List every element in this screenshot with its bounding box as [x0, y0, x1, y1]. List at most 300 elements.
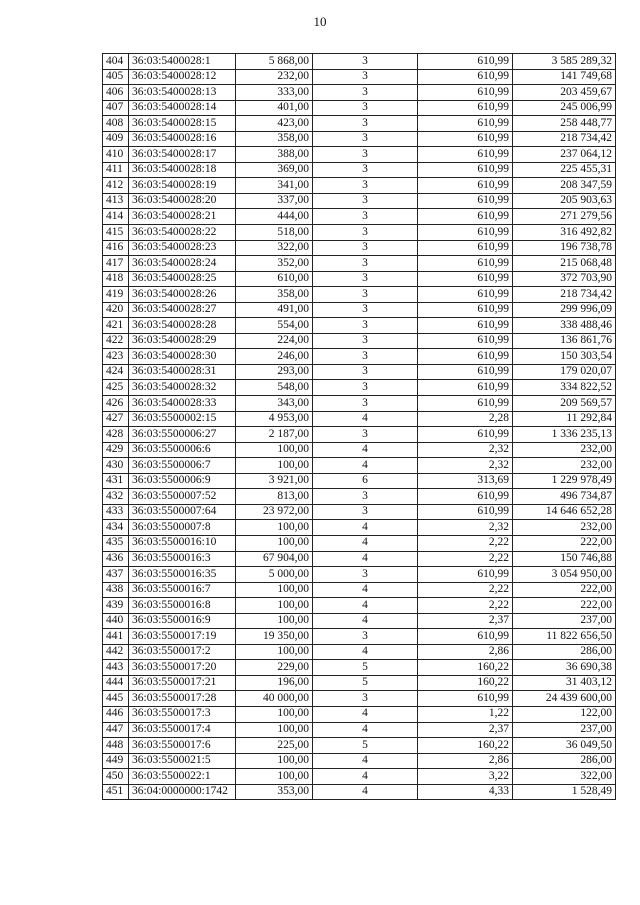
cadastral-number-cell: 36:03:5400028:19 — [129, 178, 236, 194]
class-cell: 4 — [313, 753, 418, 769]
class-cell: 4 — [313, 598, 418, 614]
table-row — [103, 256, 616, 272]
rate-cell: 2,22 — [418, 551, 513, 567]
cadastral-value-cell: 1 229 978,49 — [513, 473, 616, 489]
rate-cell: 2,22 — [418, 598, 513, 614]
row-number-cell: 436 — [103, 551, 129, 567]
cadastral-number-cell: 36:03:5500022:1 — [129, 769, 236, 785]
cadastral-number-cell: 36:03:5500017:28 — [129, 691, 236, 707]
row-number-cell: 439 — [103, 598, 129, 614]
class-cell: 3 — [313, 364, 418, 380]
row-number-cell: 420 — [103, 302, 129, 318]
row-number-cell: 441 — [103, 629, 129, 645]
class-cell: 4 — [313, 551, 418, 567]
area-cell: 229,00 — [236, 660, 313, 676]
rate-cell: 610,99 — [418, 256, 513, 272]
rate-cell: 610,99 — [418, 318, 513, 334]
cadastral-number-cell: 36:03:5500016:9 — [129, 613, 236, 629]
cadastral-number-cell: 36:03:5400028:24 — [129, 256, 236, 272]
area-cell: 67 904,00 — [236, 551, 313, 567]
area-cell: 388,00 — [236, 147, 313, 163]
row-number-cell: 419 — [103, 287, 129, 303]
table-row — [103, 644, 616, 660]
cadastral-value-cell: 258 448,77 — [513, 116, 616, 132]
area-cell: 100,00 — [236, 769, 313, 785]
rate-cell: 3,22 — [418, 769, 513, 785]
table-row — [103, 364, 616, 380]
area-cell: 5 000,00 — [236, 567, 313, 583]
area-cell: 2 187,00 — [236, 427, 313, 443]
area-cell: 813,00 — [236, 489, 313, 505]
cadastral-number-cell: 36:03:5500017:2 — [129, 644, 236, 660]
table-row — [103, 396, 616, 412]
area-cell: 40 000,00 — [236, 691, 313, 707]
table-body — [103, 54, 616, 800]
row-number-cell: 417 — [103, 256, 129, 272]
cadastral-number-cell: 36:03:5500017:20 — [129, 660, 236, 676]
cadastral-value-cell: 203 459,67 — [513, 85, 616, 101]
cadastral-value-cell: 237,00 — [513, 613, 616, 629]
row-number-cell: 446 — [103, 706, 129, 722]
table-row — [103, 784, 616, 800]
row-number-cell: 408 — [103, 116, 129, 132]
table-row — [103, 54, 616, 70]
area-cell: 23 972,00 — [236, 504, 313, 520]
row-number-cell: 450 — [103, 769, 129, 785]
rate-cell: 2,32 — [418, 520, 513, 536]
rate-cell: 610,99 — [418, 427, 513, 443]
row-number-cell: 431 — [103, 473, 129, 489]
row-number-cell: 433 — [103, 504, 129, 520]
cadastral-number-cell: 36:03:5400028:17 — [129, 147, 236, 163]
rate-cell: 2,37 — [418, 613, 513, 629]
cadastral-number-cell: 36:03:5400028:26 — [129, 287, 236, 303]
cadastral-number-cell: 36:03:5400028:31 — [129, 364, 236, 380]
class-cell: 3 — [313, 396, 418, 412]
cadastral-value-cell: 232,00 — [513, 520, 616, 536]
class-cell: 3 — [313, 302, 418, 318]
table-row — [103, 691, 616, 707]
rate-cell: 610,99 — [418, 302, 513, 318]
class-cell: 4 — [313, 442, 418, 458]
cadastral-value-cell: 14 646 652,28 — [513, 504, 616, 520]
area-cell: 610,00 — [236, 271, 313, 287]
cadastral-value-cell: 338 488,46 — [513, 318, 616, 334]
cadastral-number-cell: 36:03:5400028:30 — [129, 349, 236, 365]
row-number-cell: 415 — [103, 225, 129, 241]
area-cell: 5 868,00 — [236, 54, 313, 70]
row-number-cell: 405 — [103, 69, 129, 85]
cadastral-value-table — [102, 53, 616, 800]
class-cell: 3 — [313, 333, 418, 349]
cadastral-value-cell: 3 585 289,32 — [513, 54, 616, 70]
class-cell: 4 — [313, 520, 418, 536]
table-row — [103, 349, 616, 365]
table-row — [103, 287, 616, 303]
class-cell: 3 — [313, 318, 418, 334]
class-cell: 4 — [313, 706, 418, 722]
cadastral-value-cell: 237,00 — [513, 722, 616, 738]
class-cell: 3 — [313, 131, 418, 147]
class-cell: 3 — [313, 489, 418, 505]
row-number-cell: 416 — [103, 240, 129, 256]
row-number-cell: 414 — [103, 209, 129, 225]
row-number-cell: 412 — [103, 178, 129, 194]
rate-cell: 313,69 — [418, 473, 513, 489]
table-row — [103, 442, 616, 458]
cadastral-value-cell: 141 749,68 — [513, 69, 616, 85]
cadastral-value-cell: 232,00 — [513, 442, 616, 458]
area-cell: 4 953,00 — [236, 411, 313, 427]
table-row — [103, 489, 616, 505]
cadastral-number-cell: 36:03:5500007:64 — [129, 504, 236, 520]
table-row — [103, 318, 616, 334]
cadastral-value-cell: 222,00 — [513, 582, 616, 598]
cadastral-value-cell: 36 049,50 — [513, 738, 616, 754]
cadastral-value-cell: 299 996,09 — [513, 302, 616, 318]
cadastral-number-cell: 36:03:5500006:7 — [129, 458, 236, 474]
page-number: 10 — [313, 14, 327, 29]
class-cell: 4 — [313, 458, 418, 474]
cadastral-value-cell: 24 439 600,00 — [513, 691, 616, 707]
row-number-cell: 432 — [103, 489, 129, 505]
cadastral-number-cell: 36:03:5500016:35 — [129, 567, 236, 583]
row-number-cell: 421 — [103, 318, 129, 334]
class-cell: 3 — [313, 100, 418, 116]
row-number-cell: 409 — [103, 131, 129, 147]
cadastral-value-cell: 3 054 950,00 — [513, 567, 616, 583]
rate-cell: 2,86 — [418, 753, 513, 769]
table-row — [103, 504, 616, 520]
rate-cell: 2,32 — [418, 442, 513, 458]
class-cell: 4 — [313, 784, 418, 800]
area-cell: 353,00 — [236, 784, 313, 800]
cadastral-number-cell: 36:03:5400028:20 — [129, 193, 236, 209]
rate-cell: 610,99 — [418, 489, 513, 505]
class-cell: 5 — [313, 660, 418, 676]
cadastral-value-cell: 36 690,38 — [513, 660, 616, 676]
rate-cell: 2,32 — [418, 458, 513, 474]
area-cell: 358,00 — [236, 131, 313, 147]
cadastral-value-cell: 237 064,12 — [513, 147, 616, 163]
class-cell: 3 — [313, 629, 418, 645]
cadastral-number-cell: 36:03:5500016:3 — [129, 551, 236, 567]
rate-cell: 610,99 — [418, 100, 513, 116]
row-number-cell: 443 — [103, 660, 129, 676]
class-cell: 3 — [313, 193, 418, 209]
cadastral-number-cell: 36:03:5400028:21 — [129, 209, 236, 225]
area-cell: 3 921,00 — [236, 473, 313, 489]
cadastral-value-cell: 136 861,76 — [513, 333, 616, 349]
rate-cell: 2,86 — [418, 644, 513, 660]
class-cell: 5 — [313, 738, 418, 754]
cadastral-value-cell: 215 068,48 — [513, 256, 616, 272]
cadastral-number-cell: 36:03:5400028:29 — [129, 333, 236, 349]
class-cell: 3 — [313, 271, 418, 287]
table-row — [103, 411, 616, 427]
row-number-cell: 430 — [103, 458, 129, 474]
rate-cell: 1,22 — [418, 706, 513, 722]
rate-cell: 610,99 — [418, 209, 513, 225]
class-cell: 4 — [313, 644, 418, 660]
area-cell: 246,00 — [236, 349, 313, 365]
cadastral-value-cell: 150 303,54 — [513, 349, 616, 365]
class-cell: 3 — [313, 225, 418, 241]
cadastral-value-cell: 150 746,88 — [513, 551, 616, 567]
cadastral-value-cell: 218 734,42 — [513, 131, 616, 147]
table-row — [103, 193, 616, 209]
rate-cell: 610,99 — [418, 131, 513, 147]
table-row — [103, 427, 616, 443]
class-cell: 3 — [313, 380, 418, 396]
cadastral-number-cell: 36:03:5400028:25 — [129, 271, 236, 287]
table-row — [103, 675, 616, 691]
table-row — [103, 473, 616, 489]
row-number-cell: 406 — [103, 85, 129, 101]
table-row — [103, 520, 616, 536]
cadastral-value-cell: 232,00 — [513, 458, 616, 474]
cadastral-value-cell: 316 492,82 — [513, 225, 616, 241]
cadastral-number-cell: 36:03:5400028:16 — [129, 131, 236, 147]
table-row — [103, 131, 616, 147]
rate-cell: 610,99 — [418, 380, 513, 396]
area-cell: 100,00 — [236, 520, 313, 536]
class-cell: 3 — [313, 349, 418, 365]
area-cell: 100,00 — [236, 598, 313, 614]
cadastral-number-cell: 36:03:5500016:8 — [129, 598, 236, 614]
cadastral-number-cell: 36:03:5500016:7 — [129, 582, 236, 598]
class-cell: 3 — [313, 85, 418, 101]
cadastral-number-cell: 36:03:5400028:27 — [129, 302, 236, 318]
cadastral-value-cell: 122,00 — [513, 706, 616, 722]
cadastral-number-cell: 36:03:5400028:13 — [129, 85, 236, 101]
rate-cell: 610,99 — [418, 178, 513, 194]
class-cell: 3 — [313, 691, 418, 707]
cadastral-number-cell: 36:03:5500006:27 — [129, 427, 236, 443]
cadastral-number-cell: 36:03:5500017:19 — [129, 629, 236, 645]
rate-cell: 610,99 — [418, 333, 513, 349]
row-number-cell: 440 — [103, 613, 129, 629]
area-cell: 444,00 — [236, 209, 313, 225]
class-cell: 5 — [313, 675, 418, 691]
row-number-cell: 424 — [103, 364, 129, 380]
table-row — [103, 85, 616, 101]
cadastral-value-cell: 1 336 235,13 — [513, 427, 616, 443]
area-cell: 518,00 — [236, 225, 313, 241]
row-number-cell: 429 — [103, 442, 129, 458]
cadastral-value-cell: 11 822 656,50 — [513, 629, 616, 645]
class-cell: 4 — [313, 722, 418, 738]
cadastral-number-cell: 36:03:5400028:18 — [129, 162, 236, 178]
rate-cell: 610,99 — [418, 567, 513, 583]
cadastral-value-cell: 208 347,59 — [513, 178, 616, 194]
cadastral-value-cell: 218 734,42 — [513, 287, 616, 303]
rate-cell: 610,99 — [418, 116, 513, 132]
area-cell: 196,00 — [236, 675, 313, 691]
cadastral-value-cell: 209 569,57 — [513, 396, 616, 412]
table-row — [103, 333, 616, 349]
class-cell: 6 — [313, 473, 418, 489]
row-number-cell: 407 — [103, 100, 129, 116]
rate-cell: 160,22 — [418, 675, 513, 691]
class-cell: 4 — [313, 535, 418, 551]
area-cell: 100,00 — [236, 722, 313, 738]
rate-cell: 610,99 — [418, 691, 513, 707]
rate-cell: 610,99 — [418, 364, 513, 380]
area-cell: 343,00 — [236, 396, 313, 412]
row-number-cell: 411 — [103, 162, 129, 178]
rate-cell: 610,99 — [418, 240, 513, 256]
cadastral-value-cell: 286,00 — [513, 644, 616, 660]
cadastral-number-cell: 36:03:5400028:32 — [129, 380, 236, 396]
cadastral-value-cell: 205 903,63 — [513, 193, 616, 209]
table-row — [103, 69, 616, 85]
area-cell: 352,00 — [236, 256, 313, 272]
cadastral-value-cell: 322,00 — [513, 769, 616, 785]
cadastral-number-cell: 36:03:5500006:9 — [129, 473, 236, 489]
rate-cell: 160,22 — [418, 738, 513, 754]
row-number-cell: 413 — [103, 193, 129, 209]
table-row — [103, 225, 616, 241]
rate-cell: 4,33 — [418, 784, 513, 800]
area-cell: 100,00 — [236, 582, 313, 598]
cadastral-value-cell: 179 020,07 — [513, 364, 616, 380]
cadastral-number-cell: 36:03:5400028:28 — [129, 318, 236, 334]
cadastral-number-cell: 36:03:5400028:12 — [129, 69, 236, 85]
table-row — [103, 613, 616, 629]
cadastral-value-cell: 222,00 — [513, 535, 616, 551]
cadastral-value-cell: 11 292,84 — [513, 411, 616, 427]
table-row — [103, 178, 616, 194]
table-row — [103, 302, 616, 318]
area-cell: 225,00 — [236, 738, 313, 754]
area-cell: 369,00 — [236, 162, 313, 178]
rate-cell: 610,99 — [418, 193, 513, 209]
cadastral-value-cell: 196 738,78 — [513, 240, 616, 256]
table-row — [103, 660, 616, 676]
class-cell: 3 — [313, 209, 418, 225]
rate-cell: 2,28 — [418, 411, 513, 427]
cadastral-number-cell: 36:03:5500017:4 — [129, 722, 236, 738]
class-cell: 3 — [313, 116, 418, 132]
area-cell: 100,00 — [236, 535, 313, 551]
area-cell: 423,00 — [236, 116, 313, 132]
class-cell: 3 — [313, 427, 418, 443]
class-cell: 3 — [313, 256, 418, 272]
cadastral-value-cell: 1 528,49 — [513, 784, 616, 800]
cadastral-value-cell: 286,00 — [513, 753, 616, 769]
row-number-cell: 428 — [103, 427, 129, 443]
rate-cell: 610,99 — [418, 271, 513, 287]
area-cell: 341,00 — [236, 178, 313, 194]
rate-cell: 610,99 — [418, 396, 513, 412]
class-cell: 4 — [313, 613, 418, 629]
row-number-cell: 425 — [103, 380, 129, 396]
rate-cell: 610,99 — [418, 54, 513, 70]
rate-cell: 610,99 — [418, 287, 513, 303]
row-number-cell: 435 — [103, 535, 129, 551]
area-cell: 554,00 — [236, 318, 313, 334]
area-cell: 491,00 — [236, 302, 313, 318]
class-cell: 4 — [313, 411, 418, 427]
area-cell: 401,00 — [236, 100, 313, 116]
row-number-cell: 444 — [103, 675, 129, 691]
row-number-cell: 447 — [103, 722, 129, 738]
rate-cell: 2,22 — [418, 582, 513, 598]
table-row — [103, 535, 616, 551]
area-cell: 100,00 — [236, 706, 313, 722]
area-cell: 337,00 — [236, 193, 313, 209]
rate-cell: 610,99 — [418, 85, 513, 101]
table-row — [103, 240, 616, 256]
row-number-cell: 422 — [103, 333, 129, 349]
row-number-cell: 438 — [103, 582, 129, 598]
cadastral-number-cell: 36:03:5500017:3 — [129, 706, 236, 722]
area-cell: 322,00 — [236, 240, 313, 256]
table-row — [103, 738, 616, 754]
area-cell: 100,00 — [236, 613, 313, 629]
table-row — [103, 116, 616, 132]
class-cell: 3 — [313, 504, 418, 520]
area-cell: 224,00 — [236, 333, 313, 349]
cadastral-number-cell: 36:03:5500007:52 — [129, 489, 236, 505]
row-number-cell: 426 — [103, 396, 129, 412]
row-number-cell: 445 — [103, 691, 129, 707]
class-cell: 4 — [313, 582, 418, 598]
cadastral-value-cell: 245 006,99 — [513, 100, 616, 116]
row-number-cell: 423 — [103, 349, 129, 365]
row-number-cell: 448 — [103, 738, 129, 754]
cadastral-number-cell: 36:03:5500007:8 — [129, 520, 236, 536]
row-number-cell: 451 — [103, 784, 129, 800]
cadastral-number-cell: 36:03:5400028:15 — [129, 116, 236, 132]
class-cell: 3 — [313, 287, 418, 303]
row-number-cell: 442 — [103, 644, 129, 660]
cadastral-number-cell: 36:03:5500021:5 — [129, 753, 236, 769]
area-cell: 358,00 — [236, 287, 313, 303]
cadastral-number-cell: 36:03:5400028:33 — [129, 396, 236, 412]
cadastral-number-cell: 36:03:5500017:21 — [129, 675, 236, 691]
table-row — [103, 209, 616, 225]
table-row — [103, 380, 616, 396]
cadastral-value-cell: 372 703,90 — [513, 271, 616, 287]
cadastral-value-cell: 271 279,56 — [513, 209, 616, 225]
rate-cell: 2,37 — [418, 722, 513, 738]
class-cell: 4 — [313, 769, 418, 785]
table-row — [103, 722, 616, 738]
area-cell: 333,00 — [236, 85, 313, 101]
row-number-cell: 437 — [103, 567, 129, 583]
class-cell: 3 — [313, 162, 418, 178]
class-cell: 3 — [313, 567, 418, 583]
area-cell: 548,00 — [236, 380, 313, 396]
cadastral-value-cell: 31 403,12 — [513, 675, 616, 691]
cadastral-value-cell: 334 822,52 — [513, 380, 616, 396]
cadastral-number-cell: 36:03:5400028:1 — [129, 54, 236, 70]
rate-cell: 610,99 — [418, 225, 513, 241]
cadastral-value-cell: 225 455,31 — [513, 162, 616, 178]
table-row — [103, 458, 616, 474]
cadastral-number-cell: 36:03:5400028:23 — [129, 240, 236, 256]
cadastral-number-cell: 36:03:5400028:22 — [129, 225, 236, 241]
row-number-cell: 418 — [103, 271, 129, 287]
area-cell: 100,00 — [236, 442, 313, 458]
class-cell: 3 — [313, 240, 418, 256]
cadastral-value-cell: 496 734,87 — [513, 489, 616, 505]
rate-cell: 610,99 — [418, 162, 513, 178]
row-number-cell: 434 — [103, 520, 129, 536]
row-number-cell: 410 — [103, 147, 129, 163]
